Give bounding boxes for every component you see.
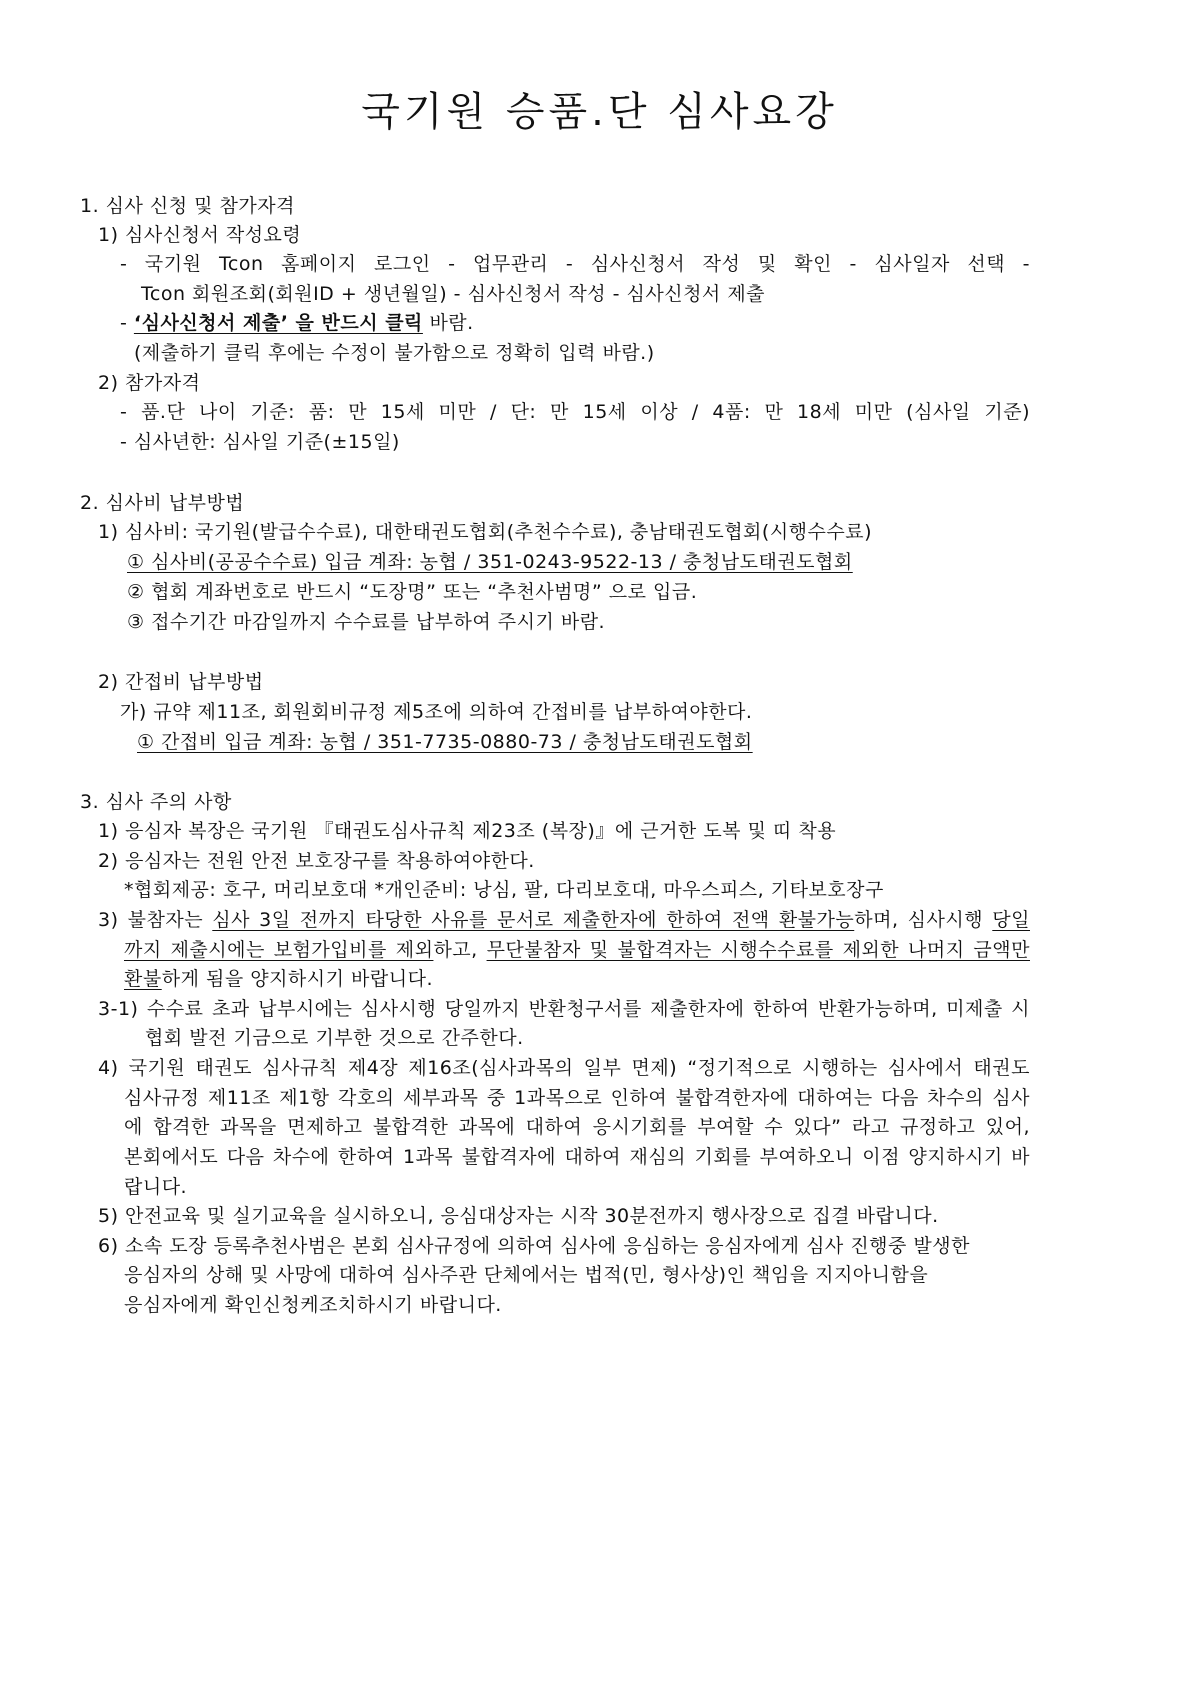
section3-item6-line2: 응심자의 상해 및 사망에 대하여 심사주관 단체에서는 법적(민, 형사상)인 책임을 지지아니함을 (124, 1264, 929, 1286)
section3-item2-equipment: *협회제공: 호구, 머리보호대 *개인준비: 낭심, 팔, 다리보호대, 마우스피스, 기타보호장구 (124, 879, 884, 901)
i3-l3-b: 하게 됨을 양지하시기 바랍니다. (161, 968, 433, 990)
section2-item3: ③ 접수기간 마감일까지 수수료를 납부하여 주시기 바람. (127, 611, 606, 633)
section2-heading: 2. 심사비 납부방법 (80, 492, 245, 514)
section3-item6-line3: 응심자에게 확인신청케조치하시기 바랍니다. (124, 1294, 502, 1316)
section3-item2: 2) 응심자는 전원 안전 보호장구를 착용하여야한다. (98, 850, 535, 872)
section3-item3-line2 (124, 937, 1030, 963)
section1-heading: 1. 심사 신청 및 참가자격 (80, 195, 295, 217)
section2-sub1: 1) 심사비: 국기원(발급수수료), 대한태권도협회(추천수수료), 충남태권도협회(시행수수료) (98, 521, 873, 543)
section3-item4-line2: 심사규정 제11조 제1항 각호의 세부과목 중 1과목으로 인하여 불합격한자에 대하여는 다음 차수의 심사 (124, 1087, 1030, 1109)
i3-l2-a: 까지 제출시에는 보험가입비를 제외 (124, 939, 434, 961)
section3-item6-line1: 6) 소속 도장 등록추천사범은 본회 심사규정에 의하여 심사에 응심하는 응심자에게 심사 진행중 발생한 (98, 1235, 970, 1257)
fee-account-line: ① 심사비(공공수수료) 입금 계좌: 농협 / 351-0243-9522-13 / 충청남도태권도협회 (127, 551, 853, 573)
section3-item5: 5) 안전교육 및 실기교육을 실시하오니, 응심대상자는 시작 30분전까지 행사장으로 집결 바랍니다. (98, 1205, 939, 1227)
section3-item3-line1 (98, 907, 1030, 933)
i3-d: 당일 (992, 909, 1030, 931)
section1-sub1-line2: Tcon 회원조회(회원ID + 생년월일) - 심사신청서 작성 - 심사신청서 제출 (141, 283, 766, 305)
section3-item4-line5: 랍니다. (124, 1176, 188, 1198)
section3-heading: 3. 심사 주의 사항 (80, 791, 232, 813)
line3-suffix: 바람. (422, 312, 474, 334)
indirect-fee-account-line: ① 간접비 입금 계좌: 농협 / 351-7735-0880-73 / 충청남도태권도협회 (137, 731, 753, 753)
section2-sub2-line1: 가) 규약 제11조, 회원회비규정 제5조에 의하여 간접비를 납부하여야한다. (120, 701, 753, 723)
section2-sub2: 2) 간접비 납부방법 (98, 671, 264, 693)
i3-a: 3) 불참자는 (98, 909, 213, 931)
i3-l3-a: 환불 (124, 968, 162, 990)
section1-sub1-line3 (120, 310, 474, 336)
i3-c: 하며, 심사시행 (854, 909, 993, 931)
i3-l2-b: 하고, (433, 939, 487, 961)
section3-item4-line1: 4) 국기원 태권도 심사규칙 제4장 제16조(심사과목의 일부 면제) “정기적으로 시행하는 심사에서 태권도 (98, 1057, 1030, 1079)
section1-sub1: 1) 심사신청서 작성요령 (98, 224, 302, 246)
section3-item4-line4: 본회에서도 다음 차수에 한하여 1과목 불합격자에 대하여 재심의 기회를 부여하오니 이점 양지하시기 바 (124, 1146, 1030, 1168)
section1-sub2-line1: - 품.단 나이 기준: 품: 만 15세 미만 / 단: 만 15세 이상 / 4품: 만 18세 미만 (심사일 기준) (120, 401, 1030, 423)
section2-item2: ② 협회 계좌번호로 반드시 “도장명” 또는 “추천사범명” 으로 입금. (127, 581, 698, 603)
section3-item3-1-line2: 협회 발전 기금으로 기부한 것으로 간주한다. (145, 1027, 524, 1049)
i3-l2-c: 무단불참자 및 불합격자는 시행수수료를 제외한 나머지 금액만 (486, 939, 1030, 961)
section1-sub1-line4: (제출하기 클릭 후에는 수정이 불가함으로 정확히 입력 바람.) (134, 342, 655, 364)
submit-emphasis: ‘심사신청서 제출’ 을 반드시 클릭 (133, 312, 423, 334)
section3-item4-line3: 에 합격한 과목을 면제하고 불합격한 과목에 대하여 응시기회를 부여할 수 있다” 라고 규정하고 있어, (124, 1116, 1030, 1138)
line3-prefix: - (120, 312, 134, 334)
section3-item3-line3 (124, 966, 433, 992)
section1-sub1-line1: - 국기원 Tcon 홈페이지 로그인 - 업무관리 - 심사신청서 작성 및 확인 - 심사일자 선택 - (120, 253, 1030, 275)
i3-b: 심사 3일 전까지 타당한 사유를 문서로 제출한자에 한하여 전액 환불가능 (212, 909, 855, 931)
section3-item3-1-line1: 3-1) 수수료 초과 납부시에는 심사시행 당일까지 반환청구서를 제출한자에 한하여 반환가능하며, 미제출 시 (98, 998, 1030, 1020)
page-title: 국기원 승품.단 심사요강 (361, 89, 838, 135)
section1-sub2-line2: - 심사년한: 심사일 기준(±15일) (120, 431, 400, 453)
section3-item1: 1) 응심자 복장은 국기원 『태권도심사규칙 제23조 (복장)』에 근거한 도복 및 띠 착용 (98, 820, 837, 842)
section1-sub2: 2) 참가자격 (98, 372, 201, 394)
